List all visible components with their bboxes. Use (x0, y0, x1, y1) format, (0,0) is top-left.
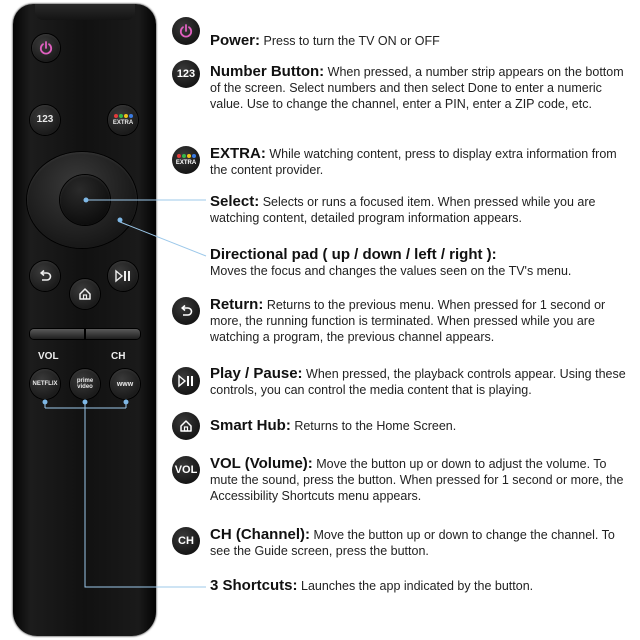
feature-heading: Directional pad ( up / down / left / right ): (210, 246, 497, 263)
remote-return-button[interactable] (30, 261, 60, 291)
feature-text: When pressed, the playback controls appear. Using these controls, you can control the media content that is playing. (210, 367, 626, 397)
feature-power (210, 33, 635, 49)
netflix-label: NETFLIX (32, 381, 58, 387)
feature-heading: Return: (210, 296, 264, 313)
www-label: www (116, 380, 134, 388)
feature-text: Press to turn the TV ON or OFF (263, 34, 440, 48)
remote-extra-label: EXTRA (112, 120, 134, 126)
feature-number-button (210, 64, 635, 112)
feature-directional-pad (210, 247, 635, 279)
feature-heading: Number Button: (210, 63, 325, 80)
remote-play-pause-button[interactable] (108, 261, 138, 291)
feature-text: While watching content, press to display extra information from the content provider. (210, 147, 617, 177)
remote-netflix-button[interactable] (30, 369, 60, 399)
ch-icon-label: CH (178, 534, 194, 547)
feature-heading: Select: (210, 193, 260, 210)
power-icon (38, 40, 54, 56)
feature-heading: EXTRA: (210, 145, 266, 162)
vol-icon (172, 456, 200, 484)
feature-heading: Power: (210, 32, 261, 49)
feature-heading: VOL (Volume): (210, 455, 313, 472)
prime-label-1: prime (76, 378, 94, 384)
play-pause-icon (114, 269, 132, 283)
feature-heading: 3 Shortcuts: (210, 577, 298, 594)
remote-select-button[interactable] (60, 175, 110, 225)
number-icon-label: 123 (176, 67, 196, 80)
extra-icon-label: EXTRA (175, 160, 197, 166)
power-icon (172, 17, 200, 45)
feature-heading: Play / Pause: (210, 365, 303, 382)
home-icon (172, 412, 200, 440)
feature-select (210, 194, 635, 226)
vol-icon-label: VOL (174, 463, 198, 476)
remote-number-label: 123 (36, 114, 54, 125)
color-dots-icon (114, 114, 133, 118)
feature-text: Move the button up or down to change the channel. To see the Guide screen, press the button. (210, 528, 615, 558)
return-icon (37, 268, 53, 284)
remote-prime-video-button[interactable] (70, 369, 100, 399)
feature-channel (210, 527, 635, 559)
feature-play-pause (210, 366, 635, 398)
remote-extra-button[interactable] (108, 105, 138, 135)
return-icon (172, 297, 200, 325)
feature-text: When pressed, a number strip appears on the bottom of the screen. Select numbers and then select Done to enter a numeric value. Use to change the channel, enter a PIN, enter a ZIP code, etc. (210, 65, 624, 111)
ch-icon (172, 527, 200, 555)
feature-text: Selects or runs a focused item. When pressed while you are watching content, detailed program information appears. (210, 195, 596, 225)
feature-text: Returns to the previous menu. When pressed for 1 second or more, the running function is terminated. When pressed while you are watching a program, the previous channel appears. (210, 298, 606, 344)
feature-shortcuts (210, 578, 635, 594)
tv-remote (13, 4, 156, 636)
extra-icon (172, 146, 200, 174)
remote-home-button[interactable] (70, 279, 100, 309)
play-pause-icon (172, 367, 200, 395)
remote-ir-window (35, 4, 135, 20)
remote-ch-label: CH (111, 351, 126, 362)
feature-smart-hub (210, 418, 635, 434)
remote-number-button[interactable] (30, 105, 60, 135)
remote-www-button[interactable] (110, 369, 140, 399)
remote-vol-label: VOL (38, 351, 59, 362)
feature-text: Launches the app indicated by the button. (301, 579, 534, 593)
prime-label-2: video (77, 384, 93, 390)
feature-return (210, 297, 635, 345)
feature-heading: Smart Hub: (210, 417, 291, 434)
home-icon (77, 286, 93, 302)
feature-heading: CH (Channel): (210, 526, 310, 543)
number-icon (172, 60, 200, 88)
remote-vol-ch-rocker[interactable] (30, 329, 140, 339)
feature-volume (210, 456, 635, 504)
feature-text: Returns to the Home Screen. (294, 419, 457, 433)
feature-text: Move the button up or down to adjust the volume. To mute the sound, press the button. When pressed for 1 second or more, the Accessibility Shortcuts menu appears. (210, 457, 624, 503)
feature-text: Moves the focus and changes the values seen on the TV's menu. (210, 264, 572, 278)
feature-extra (210, 146, 635, 178)
remote-power-button[interactable] (32, 34, 60, 62)
